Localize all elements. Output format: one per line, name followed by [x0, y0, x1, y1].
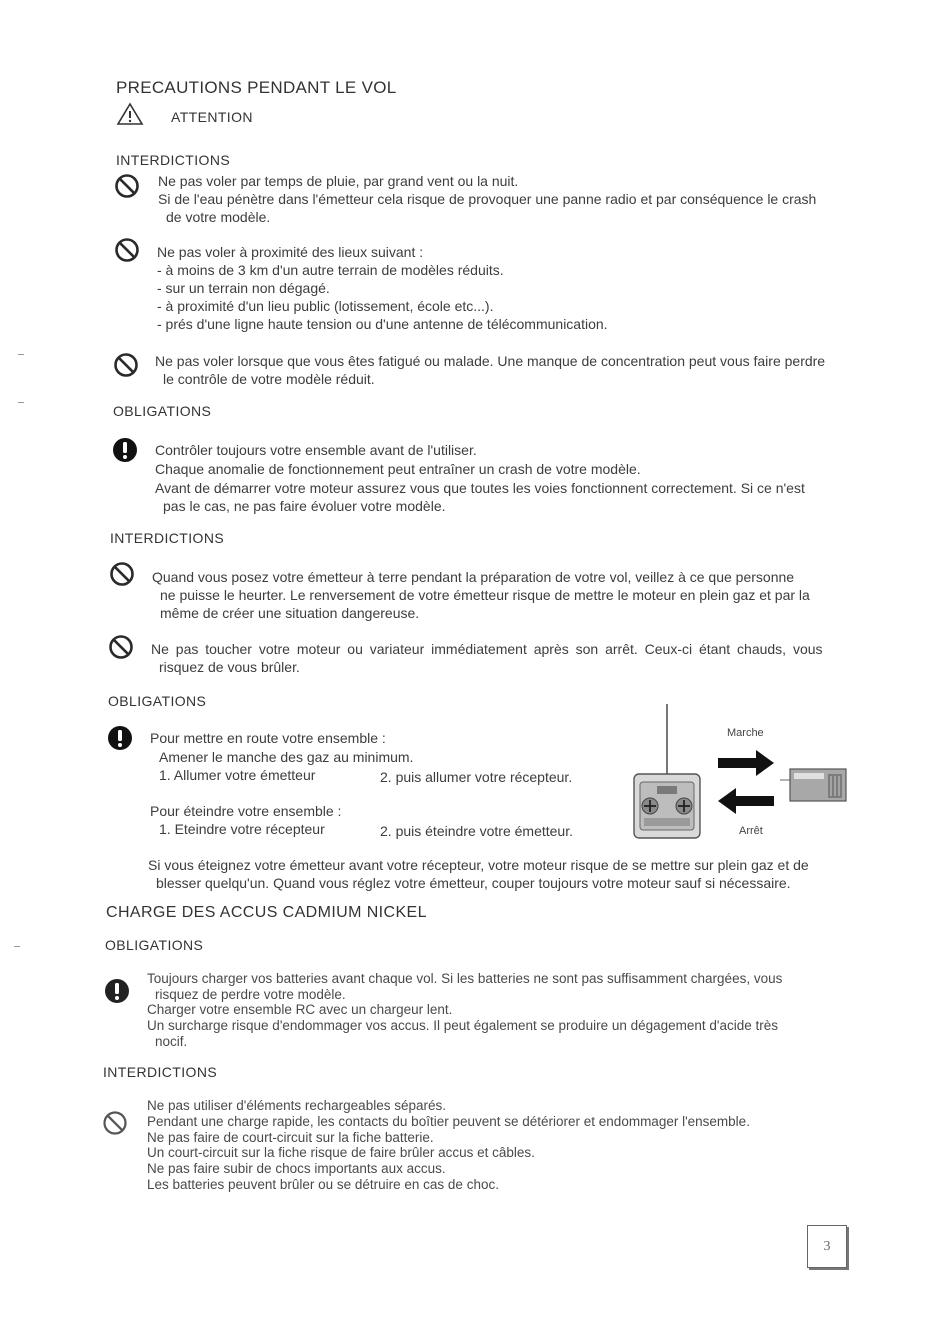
page-title: PRECAUTIONS PENDANT LE VOL: [116, 78, 397, 97]
section-heading-interdictions: INTERDICTIONS: [103, 1064, 218, 1080]
warning-triangle-icon: [116, 102, 144, 126]
text-line: Charger votre ensemble RC avec un chargeur lent.: [147, 1002, 453, 1017]
interdiction-item: [157, 243, 608, 333]
text-line: Un court-circuit sur la fiche risque de faire brûler accus et câbles.: [147, 1145, 535, 1160]
text-line: Ne pas voler par temps de pluie, par grand vent ou la nuit.: [158, 173, 519, 189]
power-off-title: Pour éteindre votre ensemble :: [150, 803, 342, 819]
mandatory-exclamation-icon: [107, 725, 133, 751]
text-line: - à proximité d'un lieu public (lotissement, école etc...).: [157, 298, 494, 314]
text-line: - à moins de 3 km d'un autre terrain de modèles réduits.: [157, 262, 504, 278]
text-line: pas le cas, ne pas faire évoluer votre modèle.: [163, 498, 446, 514]
page-number-box: [807, 1225, 847, 1268]
receiver-image: [780, 769, 846, 801]
prohibited-icon: [114, 237, 140, 263]
text-line: Ne pas voler à proximité des lieux suivant :: [157, 244, 424, 260]
power-warning: [148, 856, 809, 892]
page-number: 3: [823, 1238, 831, 1254]
text-line: risquez de vous brûler.: [159, 659, 300, 675]
text-line: de votre modèle.: [166, 209, 271, 225]
prohibited-icon: [109, 561, 135, 587]
obligation-item: [155, 441, 805, 515]
power-on-step-2: 2. puis allumer votre récepteur.: [380, 769, 573, 785]
text-line: Ne pas utiliser d'éléments rechargeables séparés.: [147, 1098, 446, 1113]
scan-mark: [18, 402, 24, 403]
power-on-step-1: 1. Allumer votre émetteur: [159, 767, 316, 783]
prohibited-icon: [108, 634, 134, 660]
text-line: Ne pas faire subir de chocs importants aux accus.: [147, 1161, 446, 1176]
interdiction-item: [152, 568, 810, 622]
transmitter-receiver-figure: [628, 700, 858, 845]
transmitter-image: [634, 774, 700, 838]
power-on-title: Pour mettre en route votre ensemble :: [150, 730, 386, 746]
section-heading-obligations: OBLIGATIONS: [113, 403, 212, 419]
text-line: nocif.: [155, 1034, 188, 1049]
interdiction-item: [155, 352, 825, 388]
arrow-left-icon: [718, 788, 774, 814]
figure-label-arret: Arrêt: [739, 825, 763, 837]
text-line: Si vous éteignez votre émetteur avant votre récepteur, votre moteur risque de se mettre sur plein gaz et de: [148, 857, 809, 873]
figure-label-marche: Marche: [727, 727, 764, 739]
section-heading-interdictions: INTERDICTIONS: [110, 530, 225, 546]
scan-mark: [14, 946, 20, 947]
interdiction-item: [158, 172, 816, 226]
section-heading-obligations: OBLIGATIONS: [105, 937, 204, 953]
obligation-item: [147, 971, 782, 1050]
prohibited-icon: [113, 352, 139, 378]
attention-label: ATTENTION: [171, 109, 253, 125]
power-off-step-1: 1. Eteindre votre récepteur: [159, 821, 325, 837]
text-line: Ne pas faire de court-circuit sur la fiche batterie.: [147, 1130, 434, 1145]
text-line: Avant de démarrer votre moteur assurez vous que toutes les voies fonctionnent correctement. Si ce n'est: [155, 480, 805, 496]
text-line: Un surcharge risque d'endommager vos accus. Il peut également se produire un dégagement d'acide très: [147, 1018, 779, 1033]
prohibited-icon: [102, 1110, 128, 1136]
text-line: Chaque anomalie de fonctionnement peut entraîner un crash de votre modèle.: [155, 461, 641, 477]
text-line: ne puisse le heurter. Le renversement de votre émetteur risque de mettre le moteur en plein gaz et par la: [160, 587, 810, 603]
text-line: - prés d'une ligne haute tension ou d'une antenne de télécommunication.: [157, 316, 608, 332]
section-title-charge: CHARGE DES ACCUS CADMIUM NICKEL: [106, 904, 427, 921]
text-line: Toujours charger vos batteries avant chaque vol. Si les batteries ne sont pas suffisamment chargées, vous: [147, 971, 783, 986]
text-line: Ne pas voler lorsque que vous êtes fatigué ou malade. Une manque de concentration peut vous faire perdre: [155, 353, 826, 369]
mandatory-exclamation-icon: [104, 978, 130, 1004]
text-line: Pendant une charge rapide, les contacts du boîtier peuvent se détériorer et endommager l'ensemble.: [147, 1114, 750, 1129]
text-line: risquez de perdre votre modèle.: [155, 987, 346, 1002]
mandatory-exclamation-icon: [112, 437, 138, 463]
text-line: Quand vous posez votre émetteur à terre pendant la préparation de votre vol, veillez à ce que personne: [152, 569, 795, 585]
section-heading-interdictions: INTERDICTIONS: [116, 152, 231, 168]
text-line: blesser quelqu'un. Quand vous réglez votre émetteur, couper toujours votre moteur sauf si nécessaire.: [156, 875, 791, 891]
interdiction-item: [151, 640, 823, 676]
interdiction-item: [147, 1098, 750, 1193]
text-line: le contrôle de votre modèle réduit.: [163, 371, 375, 387]
scan-mark: [18, 354, 24, 355]
prohibited-icon: [114, 173, 140, 199]
section-heading-obligations: OBLIGATIONS: [108, 693, 207, 709]
text-line: Si de l'eau pénètre dans l'émetteur cela risque de provoquer une panne radio et par conséquence le crash: [158, 191, 817, 207]
arrow-right-icon: [718, 750, 774, 776]
text-line: Contrôler toujours votre ensemble avant de l'utiliser.: [155, 442, 477, 458]
text-line: Ne pas toucher votre moteur ou variateur immédiatement après son arrêt. Ceux-ci étant chauds, vous: [151, 641, 823, 657]
power-on-instruction: Amener le manche des gaz au minimum.: [159, 749, 414, 765]
text-line: même de créer une situation dangereuse.: [160, 605, 420, 621]
power-off-step-2: 2. puis éteindre votre émetteur.: [380, 823, 573, 839]
text-line: - sur un terrain non dégagé.: [157, 280, 330, 296]
text-line: Les batteries peuvent brûler ou se détruire en cas de choc.: [147, 1177, 499, 1192]
